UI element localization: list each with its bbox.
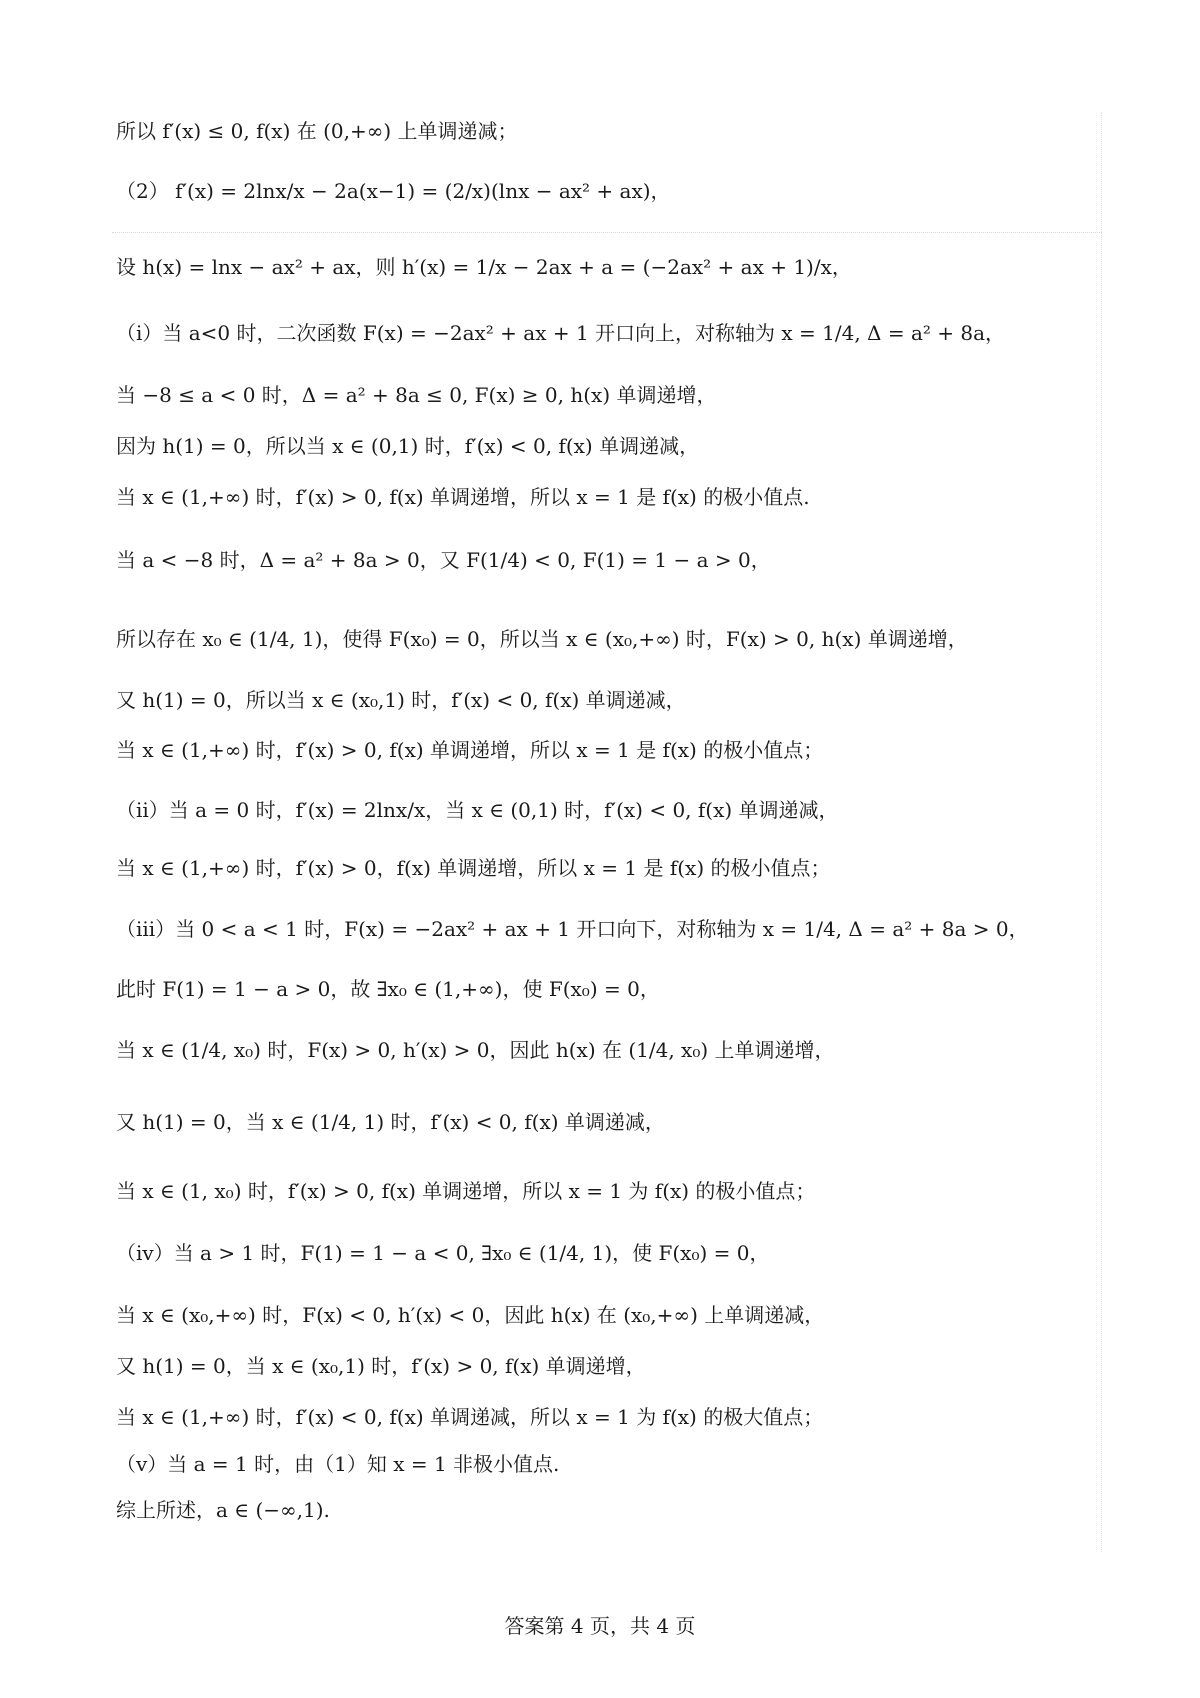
text-line: （ii）当 a = 0 时，f′(x) = 2lnx/x，当 x ∈ (0,1) 时，f′(x) < 0, f(x) 单调递减， xyxy=(116,798,839,822)
text-line: 当 a < −8 时，Δ = a² + 8a > 0，又 F(1/4) < 0, F(1) = 1 − a > 0， xyxy=(116,548,771,572)
text-line: 当 x ∈ (1/4, x₀) 时，F(x) > 0, h′(x) > 0，因此 h(x) 在 (1/4, x₀) 上单调递增， xyxy=(116,1038,835,1062)
dotted-margin-line xyxy=(1101,112,1102,1552)
page-footer: 答案第 4 页，共 4 页 xyxy=(504,1614,696,1638)
text-line: 当 x ∈ (x₀,+∞) 时，F(x) < 0, h′(x) < 0，因此 h(x) 在 (x₀,+∞) 上单调递减， xyxy=(116,1303,825,1327)
text-line: 所以 f′(x) ≤ 0, f(x) 在 (0,+∞) 上单调递减； xyxy=(116,119,518,143)
text-line: 又 h(1) = 0，所以当 x ∈ (x₀,1) 时，f′(x) < 0, f(x) 单调递减， xyxy=(116,688,686,712)
text-line: （iii）当 0 < a < 1 时，F(x) = −2ax² + ax + 1 开口向下，对称轴为 x = 1/4, Δ = a² + 8a > 0， xyxy=(116,917,1029,941)
text-line: 当 x ∈ (1,+∞) 时，f′(x) > 0, f(x) 单调递增，所以 x = 1 是 f(x) 的极小值点. xyxy=(116,485,810,509)
text-line: 设 h(x) = lnx − ax² + ax，则 h′(x) = 1/x − 2ax + a = (−2ax² + ax + 1)/x， xyxy=(116,255,852,279)
text-line: 当 x ∈ (1,+∞) 时，f′(x) > 0, f(x) 单调递增，所以 x = 1 是 f(x) 的极小值点； xyxy=(116,738,824,762)
text-line: 综上所述，a ∈ (−∞,1). xyxy=(116,1498,330,1522)
text-line: （i）当 a<0 时，二次函数 F(x) = −2ax² + ax + 1 开口向上，对称轴为 x = 1/4, Δ = a² + 8a， xyxy=(116,321,1006,345)
text-line: 所以存在 x₀ ∈ (1/4, 1)，使得 F(x₀) = 0，所以当 x ∈ (x₀,+∞) 时，F(x) > 0, h(x) 单调递增， xyxy=(116,627,968,651)
text-line: 又 h(1) = 0，当 x ∈ (x₀,1) 时，f′(x) > 0, f(x) 单调递增， xyxy=(116,1354,646,1378)
text-line: 当 x ∈ (1,+∞) 时，f′(x) < 0, f(x) 单调递减，所以 x = 1 为 f(x) 的极大值点； xyxy=(116,1405,824,1429)
text-line: （iv）当 a > 1 时，F(1) = 1 − a < 0, ∃x₀ ∈ (1/4, 1)，使 F(x₀) = 0， xyxy=(116,1241,770,1265)
text-line: 又 h(1) = 0，当 x ∈ (1/4, 1) 时，f′(x) < 0, f(x) 单调递减， xyxy=(116,1110,665,1134)
text-line: （v）当 a = 1 时，由（1）知 x = 1 非极小值点. xyxy=(116,1452,560,1476)
text-line: 此时 F(1) = 1 − a > 0，故 ∃x₀ ∈ (1,+∞)，使 F(x₀) = 0， xyxy=(116,977,660,1001)
text-line: （2） f′(x) = 2lnx/x − 2a(x−1) = (2/x)(lnx − ax² + ax)， xyxy=(116,179,671,203)
text-line: 当 −8 ≤ a < 0 时，Δ = a² + 8a ≤ 0, F(x) ≥ 0, h(x) 单调递增， xyxy=(116,383,717,407)
text-line: 因为 h(1) = 0，所以当 x ∈ (0,1) 时，f′(x) < 0, f(x) 单调递减， xyxy=(116,434,700,458)
dotted-divider xyxy=(112,232,1102,233)
text-line: 当 x ∈ (1, x₀) 时，f′(x) > 0, f(x) 单调递增，所以 x = 1 为 f(x) 的极小值点； xyxy=(116,1179,816,1203)
text-line: 当 x ∈ (1,+∞) 时，f′(x) > 0，f(x) 单调递增，所以 x = 1 是 f(x) 的极小值点； xyxy=(116,856,831,880)
